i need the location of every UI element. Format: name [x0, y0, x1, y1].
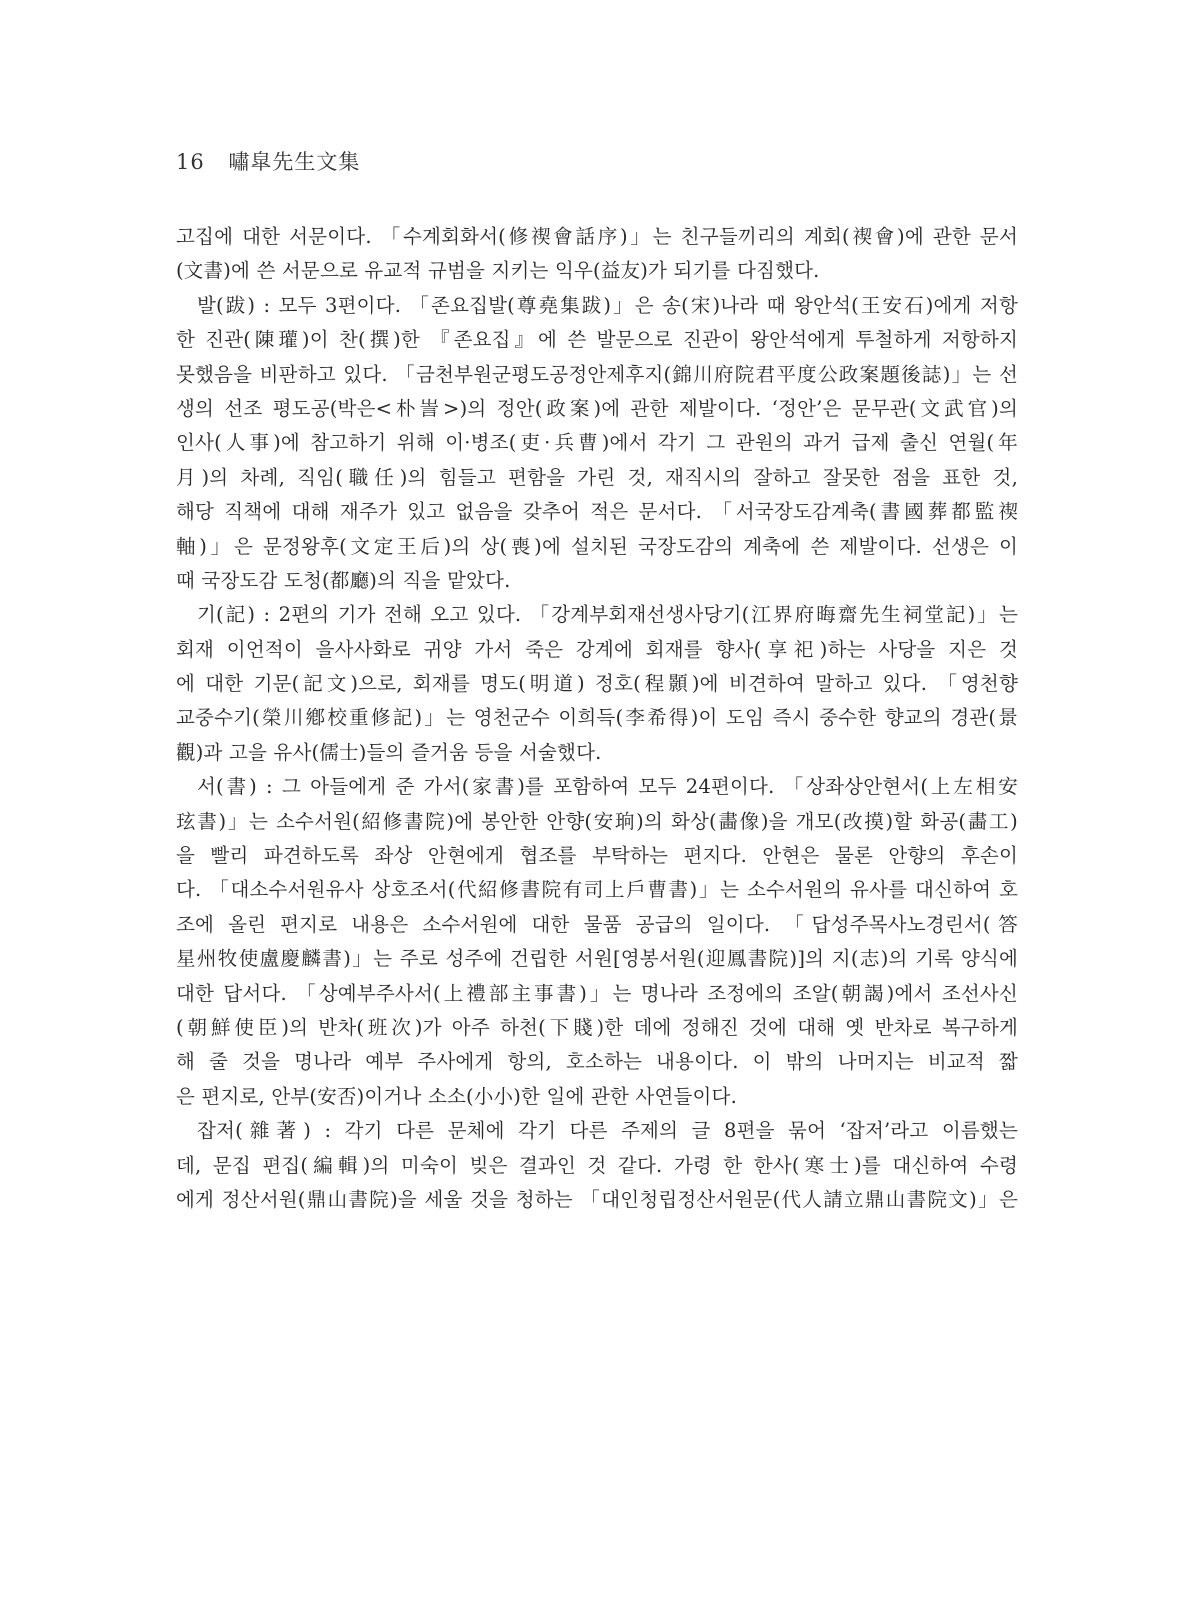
paragraph — [176, 770, 1018, 1114]
text-line: 月)의 차례, 직임(職任)의 힘들고 편함을 가린 것, 재직시의 잘하고 잘못한 점을 표한 것, — [176, 465, 1018, 489]
text-line: 때 국장도감 도청(都廳)의 직을 맡았다. — [176, 568, 511, 592]
running-head — [176, 146, 360, 176]
text-line: 데, 문집 편집(編輯)의 미숙이 빚은 결과인 것 같다. 가령 한 한사(寒士)를 대신하여 수령 — [176, 1153, 1018, 1177]
text-line: 회재 이언적이 을사사화로 귀양 가서 죽은 강계에 회재를 향사(享祀)하는 사당을 지은 것 — [176, 637, 1018, 661]
text-line: 고집에 대한 서문이다. 「수계회화서(修禊會話序)」는 친구들끼리의 계회(禊會)에 관한 문서 — [176, 225, 1018, 248]
text-line: 軸)」은 문정왕후(文定王后)의 상(喪)에 설치된 국장도감의 계축에 쓴 제발이다. 선생은 이 — [176, 534, 1018, 558]
paragraph — [176, 220, 1018, 289]
text-line: 다. 「대소수서원유사 상호조서(代紹修書院有司上戶曹書)」는 소수서원의 유사를 대신하여 호 — [176, 878, 1018, 902]
text-line: 해 줄 것을 명나라 예부 주사에게 항의, 호소하는 내용이다. 이 밖의 나머지는 비교적 짧 — [176, 1050, 1018, 1074]
text-line: 발(跋) : 모두 3편이다. 「존요집발(尊堯集跋)」은 송(宋)나라 때 왕안석(王安石)에게 저항 — [197, 293, 1018, 317]
text-line: 생의 선조 평도공(박은<朴訔>)의 정안(政案)에 관한 제발이다. ‘정안’은 문무관(文武官)의 — [176, 396, 1018, 420]
text-line: (文書)에 쓴 서문으로 유교적 규범을 지키는 익우(益友)가 되기를 다짐했다. — [176, 259, 820, 283]
text-line: 인사(人事)에 참고하기 위해 이·병조(吏·兵曹)에서 각기 그 관원의 과거 급제 출신 연월(年 — [176, 431, 1018, 455]
paragraph — [176, 289, 1018, 599]
book-title: 嘯皐先生文集 — [228, 150, 361, 174]
text-line: (朝鮮使臣)의 반차(班次)가 아주 하천(下賤)한 데에 정해진 것에 대해 옛 반차로 복구하게 — [176, 1015, 1018, 1039]
text-line: 星州牧使盧慶麟書)」는 주로 성주에 건립한 서원[영봉서원(迎鳳書院)]의 지(志)의 기록 양식에 — [176, 947, 1018, 971]
text-line: 해당 직책에 대해 재주가 있고 없음을 갖추어 적은 문서다. 「서국장도감계축(書國葬都監禊 — [176, 500, 1018, 524]
paragraph — [176, 598, 1018, 770]
text-line: 조에 올린 편지로 내용은 소수서원에 대한 물품 공급의 일이다. 「답성주목사노경린서(答 — [176, 912, 1018, 936]
text-line: 서(書) : 그 아들에게 준 가서(家書)를 포함하여 모두 24편이다. 「상좌상안현서(上左相安 — [197, 775, 1018, 799]
text-line: 에게 정산서원(鼎山書院)을 세울 것을 청하는 「대인청립정산서원문(代人請立鼎山書院文)」은 — [176, 1187, 1018, 1211]
text-line: 은 편지로, 안부(安否)이거나 소소(小小)한 일에 관한 사연들이다. — [176, 1084, 737, 1108]
text-line: 기(記) : 2편의 기가 전해 오고 있다. 「강계부회재선생사당기(江界府晦齋先生祠堂記)」는 — [197, 603, 1018, 627]
body-text — [176, 220, 1018, 1217]
text-line: 한 진관(陳瓘)이 찬(撰)한 『존요집』에 쓴 발문으로 진관이 왕안석에게 투철하게 저항하지 — [176, 328, 1018, 352]
text-line: 을 빨리 파견하도록 좌상 안현에게 협조를 부탁하는 편지다. 안현은 물론 안향의 후손이 — [176, 844, 1018, 868]
text-line: 교중수기(榮川鄕校重修記)」는 영천군수 이희득(李希得)이 도임 즉시 중수한 향교의 경관(景 — [176, 706, 1018, 730]
text-line: 에 대한 기문(記文)으로, 회재를 명도(明道) 정호(程顥)에 비견하여 말하고 있다. 「영천향 — [176, 672, 1018, 696]
text-line: 잡저(雜著) : 각기 다른 문체에 각기 다른 주제의 글 8편을 묶어 ‘잡저’라고 이름했는 — [197, 1119, 1018, 1143]
page-number: 16 — [176, 150, 205, 174]
text-line: 觀)과 고을 유사(儒士)들의 즐거움 등을 서술했다. — [176, 740, 602, 764]
text-line: 玹書)」는 소수서원(紹修書院)에 봉안한 안향(安珦)의 화상(畵像)을 개모(改摸)할 화공(畵工) — [176, 809, 1018, 833]
paragraph — [176, 1114, 1018, 1217]
text-line: 대한 답서다. 「상예부주사서(上禮部主事書)」는 명나라 조정에의 조알(朝謁)에서 조선사신 — [176, 981, 1018, 1005]
text-line: 못했음을 비판하고 있다. 「금천부원군평도공정안제후지(錦川府院君平度公政案題後誌)」는 선 — [176, 362, 1018, 386]
